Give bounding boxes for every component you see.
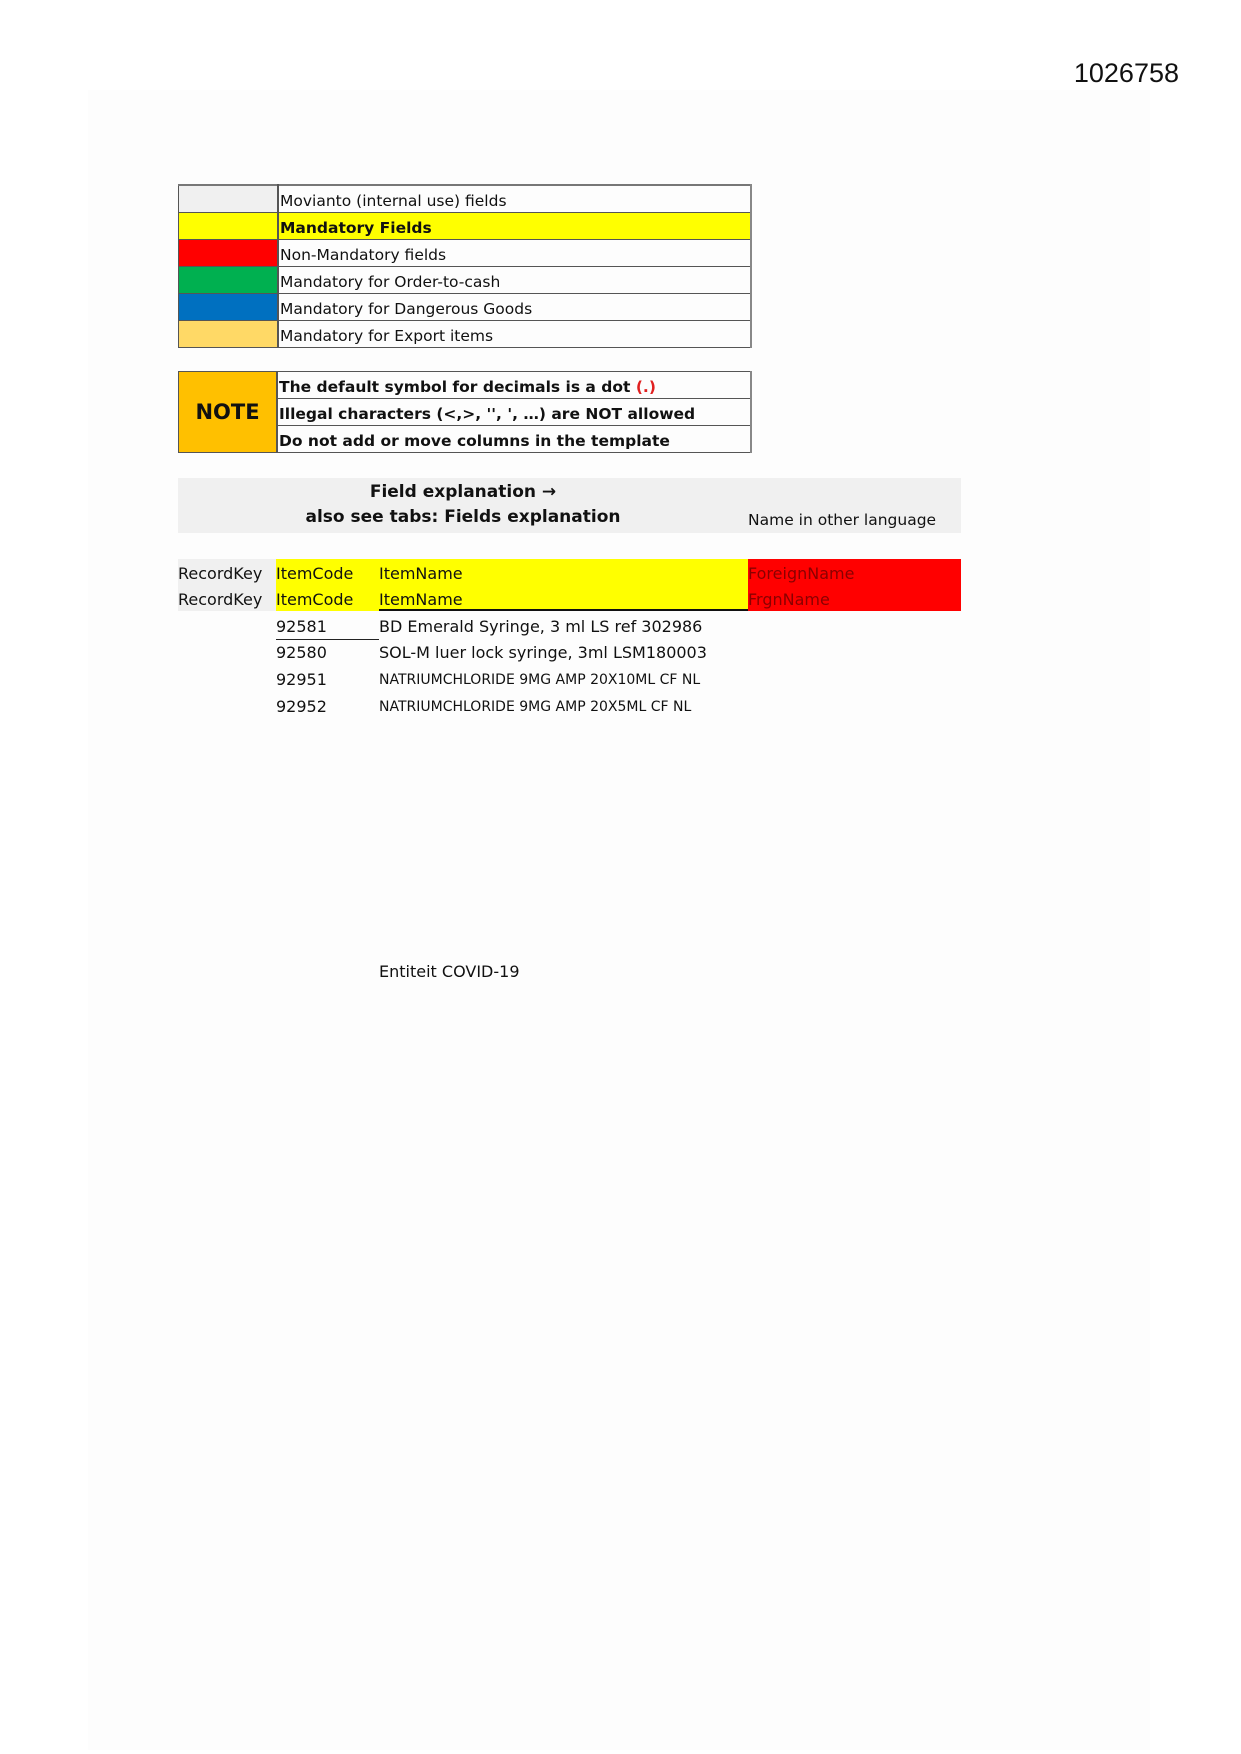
swatch-export	[179, 321, 279, 348]
swatch-internal	[179, 185, 279, 213]
item-row	[178, 643, 778, 669]
field-explanation-title: Field explanation →	[369, 482, 557, 502]
header-record-key: RecordKey	[178, 585, 276, 611]
legend-label: Mandatory for Dangerous Goods	[278, 294, 751, 321]
item-code: 92951	[276, 670, 327, 689]
swatch-dangerous-goods	[179, 294, 279, 321]
field-explanation-subtitle: also see tabs: Fields explanation	[305, 507, 621, 527]
item-row	[178, 617, 778, 643]
legend-row-non-mandatory	[179, 240, 752, 267]
header-foreign-name: ForeignName	[748, 559, 961, 585]
note-line-columns: Do not add or move columns in the template	[277, 426, 751, 453]
legend-row-order-to-cash	[179, 267, 752, 294]
legend-label: Mandatory Fields	[278, 213, 751, 240]
color-legend-table	[178, 184, 752, 348]
legend-row-dangerous-goods	[179, 294, 752, 321]
item-code: 92952	[276, 697, 327, 716]
swatch-order-to-cash	[179, 267, 279, 294]
header-record-key: RecordKey	[178, 559, 276, 585]
note-line-decimals	[277, 372, 751, 399]
note-line-illegal-chars: Illegal characters (<,>, '', ', …) are NOT allowed	[277, 399, 751, 426]
item-name: NATRIUMCHLORIDE 9MG AMP 20X10ML CF NL	[379, 672, 701, 688]
legend-label: Movianto (internal use) fields	[278, 185, 751, 213]
legend-row-internal	[179, 185, 752, 213]
legend-label: Mandatory for Export items	[278, 321, 751, 348]
swatch-mandatory	[179, 213, 279, 240]
legend-row-mandatory	[179, 213, 752, 240]
header-row-technical	[178, 585, 961, 611]
note-label: NOTE	[179, 372, 278, 453]
note-table	[178, 371, 752, 453]
other-language-label: Name in other language	[748, 511, 937, 529]
header-item-name: ItemName	[379, 559, 748, 585]
entity-label: Entiteit COVID-19	[379, 962, 520, 981]
item-name: NATRIUMCHLORIDE 9MG AMP 20X5ML CF NL	[379, 699, 692, 715]
legend-row-export	[179, 321, 752, 348]
note-highlight: (.)	[635, 378, 656, 396]
field-explanation-header	[178, 478, 961, 533]
item-row	[178, 670, 778, 696]
header-item-code: ItemCode	[276, 559, 379, 585]
item-code: 92581	[276, 617, 379, 640]
header-foreign-name: FrgnName	[748, 585, 961, 611]
header-item-name: ItemName	[379, 585, 748, 611]
legend-label: Non-Mandatory fields	[278, 240, 751, 267]
item-name: SOL-M luer lock syringe, 3ml LSM180003	[379, 643, 707, 662]
header-row-display	[178, 559, 961, 585]
item-name: BD Emerald Syringe, 3 ml LS ref 302986	[379, 617, 703, 636]
item-code: 92580	[276, 643, 327, 662]
document-id: 1026758	[1073, 58, 1179, 88]
legend-label: Mandatory for Order-to-cash	[278, 267, 751, 294]
swatch-non-mandatory	[179, 240, 279, 267]
item-row	[178, 697, 778, 723]
note-text: The default symbol for decimals is a dot	[279, 378, 636, 396]
header-item-code: ItemCode	[276, 585, 379, 611]
